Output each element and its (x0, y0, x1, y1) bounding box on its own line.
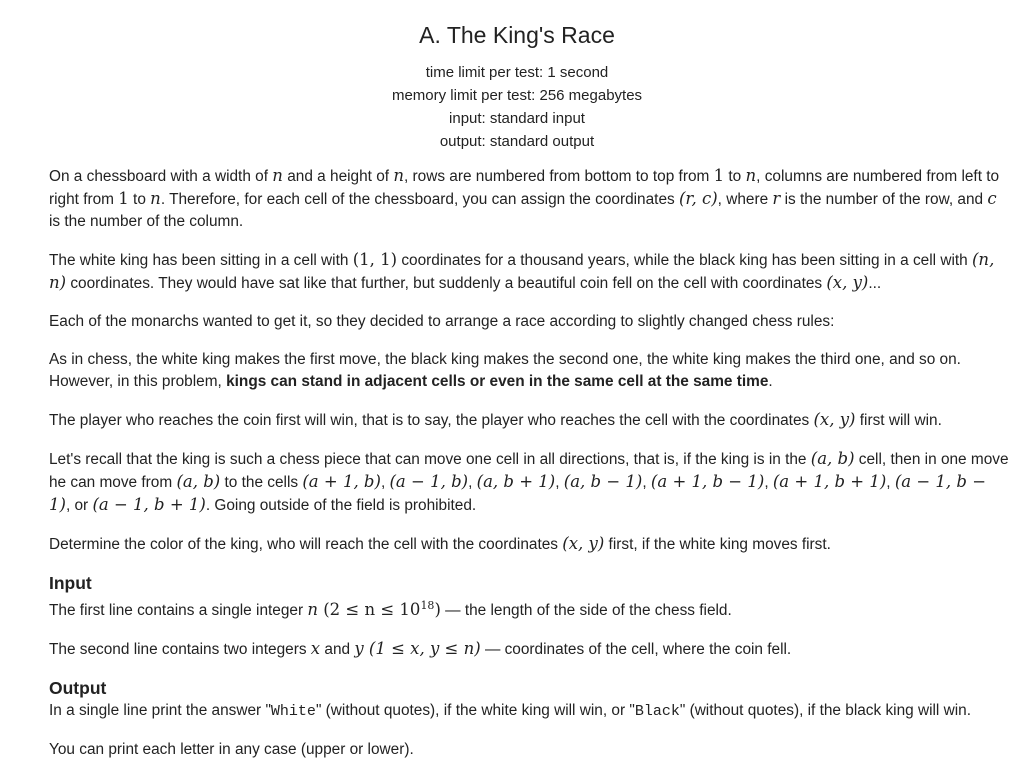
text: Let's recall that the king is such a chess piece that can move one cell in all directions, that is, if the king is in the (49, 451, 811, 468)
math: (a − 1, b) (389, 472, 469, 491)
math: (x, y) (813, 410, 856, 429)
math: (a, b − 1) (563, 472, 643, 491)
text: Determine the color of the king, who will reach the cell with the coordinates (49, 536, 563, 553)
input-line-1 (49, 595, 1011, 622)
text: In a single line print the answer " (49, 702, 271, 720)
text: and a height of (282, 168, 394, 185)
text: , (642, 474, 651, 491)
text: . (768, 373, 773, 390)
output-spec: output: standard output (439, 133, 595, 150)
math: ) (434, 600, 441, 620)
text: cell, then in one move he can move from (49, 451, 1009, 491)
time-limit: time limit per test: 1 second (425, 64, 609, 81)
input-line-2 (49, 638, 1011, 661)
text: The first line contains a single integer (49, 602, 308, 620)
text: coordinates for a thousand years, while the black king has been sitting in a cell with (397, 252, 972, 269)
text: , (764, 474, 773, 491)
problem-statement (49, 165, 1011, 777)
statement-paragraph-6 (49, 448, 1011, 517)
math: (a + 1, b + 1) (772, 472, 887, 491)
math: c (987, 189, 997, 208)
problem-header (0, 0, 1034, 153)
text: to (724, 168, 746, 185)
statement-paragraph-1 (49, 165, 1011, 233)
text: The second line contains two integers (49, 641, 311, 659)
output-line-2: You can print each letter in any case (upper or lower). (49, 741, 414, 759)
math: (a + 1, b) (302, 472, 381, 491)
statement-paragraph-2 (49, 249, 1011, 295)
math: n (307, 600, 318, 620)
math: (x, y) (562, 534, 605, 553)
bold-text: kings can stand in adjacent cells or even in the same cell at the same time (226, 373, 769, 390)
math: (1 ≤ x, y ≤ n) (363, 639, 481, 659)
statement-paragraph-7 (49, 533, 1011, 556)
text: " (without quotes), if the white king will win, or " (315, 702, 635, 720)
math: (a, b + 1) (476, 472, 556, 491)
problem-title: A. The King's Race (419, 22, 615, 48)
text: , (555, 474, 564, 491)
math: n (272, 166, 283, 185)
text: " (without quotes), if the black king will win. (679, 702, 971, 720)
text: is the number of the row, and (780, 191, 988, 208)
code: Black (634, 703, 680, 721)
text: coordinates. They would have sat like that further, but suddenly a beautiful coin fell on the cell with coordinates (66, 275, 827, 292)
text: is the number of the column. (49, 213, 244, 230)
text: first will win. (855, 412, 942, 429)
math: n (393, 166, 404, 185)
math: 1 (118, 189, 129, 208)
math: (1, 1) (352, 250, 398, 269)
text: On a chessboard with a width of (49, 168, 273, 185)
math: y (354, 639, 364, 659)
math: (a − 1, b − 1) (49, 472, 987, 514)
input-section-title: Input (49, 573, 92, 593)
statement-paragraph-4 (49, 349, 1011, 393)
math: (a − 1, b + 1) (92, 495, 206, 514)
text: and (320, 641, 355, 659)
text: As in chess, the white king makes the first move, the black king makes the second one, the white king makes the third one, and so on. However, in this problem, (49, 351, 961, 390)
math: 1 (713, 166, 725, 185)
math: n (150, 189, 161, 208)
memory-limit: memory limit per test: 256 megabytes (391, 87, 643, 104)
math: (a, b) (176, 472, 221, 491)
text: , columns are numbered from left to right from (49, 168, 1000, 208)
math: x (310, 639, 321, 659)
text: , (468, 474, 477, 491)
statement-paragraph-3: Each of the monarchs wanted to get it, so they decided to arrange a race according to slightly changed chess rules: (49, 313, 835, 330)
math: (a + 1, b − 1) (650, 472, 765, 491)
text: , where (717, 191, 773, 208)
input-spec: input: standard input (449, 110, 585, 127)
statement-paragraph-5 (49, 409, 1011, 432)
text: . Going outside of the field is prohibited. (205, 497, 477, 514)
math: r (772, 189, 781, 208)
math: (r, c) (678, 189, 718, 208)
math: (x, y) (826, 273, 869, 292)
text: The player who reaches the coin first will win, that is to say, the player who reaches the cell with the coordinates (49, 412, 814, 429)
text: The white king has been sitting in a cell with (49, 252, 353, 269)
text: — coordinates of the cell, where the coin fell. (480, 641, 792, 659)
text: first, if the white king moves first. (604, 536, 831, 553)
math: (a, b) (810, 449, 855, 468)
math-superscript: 18 (420, 599, 435, 612)
math: n (745, 166, 757, 185)
text: , or (65, 497, 93, 514)
text: . Therefore, for each cell of the chessboard, you can assign the coordinates (160, 191, 679, 208)
output-line-1 (49, 700, 1011, 723)
text: — the length of the side of the chess field. (440, 602, 732, 620)
code: White (270, 703, 316, 721)
math: (n, n) (49, 250, 995, 292)
text: , rows are numbered from bottom to top from (403, 168, 714, 185)
text: , (886, 474, 895, 491)
text: to the cells (220, 474, 303, 491)
text: to (128, 191, 151, 208)
math: (2 ≤ n ≤ 10 (318, 600, 421, 620)
output-section-title: Output (49, 678, 107, 699)
text: ... (868, 275, 882, 292)
text: , (380, 474, 390, 491)
